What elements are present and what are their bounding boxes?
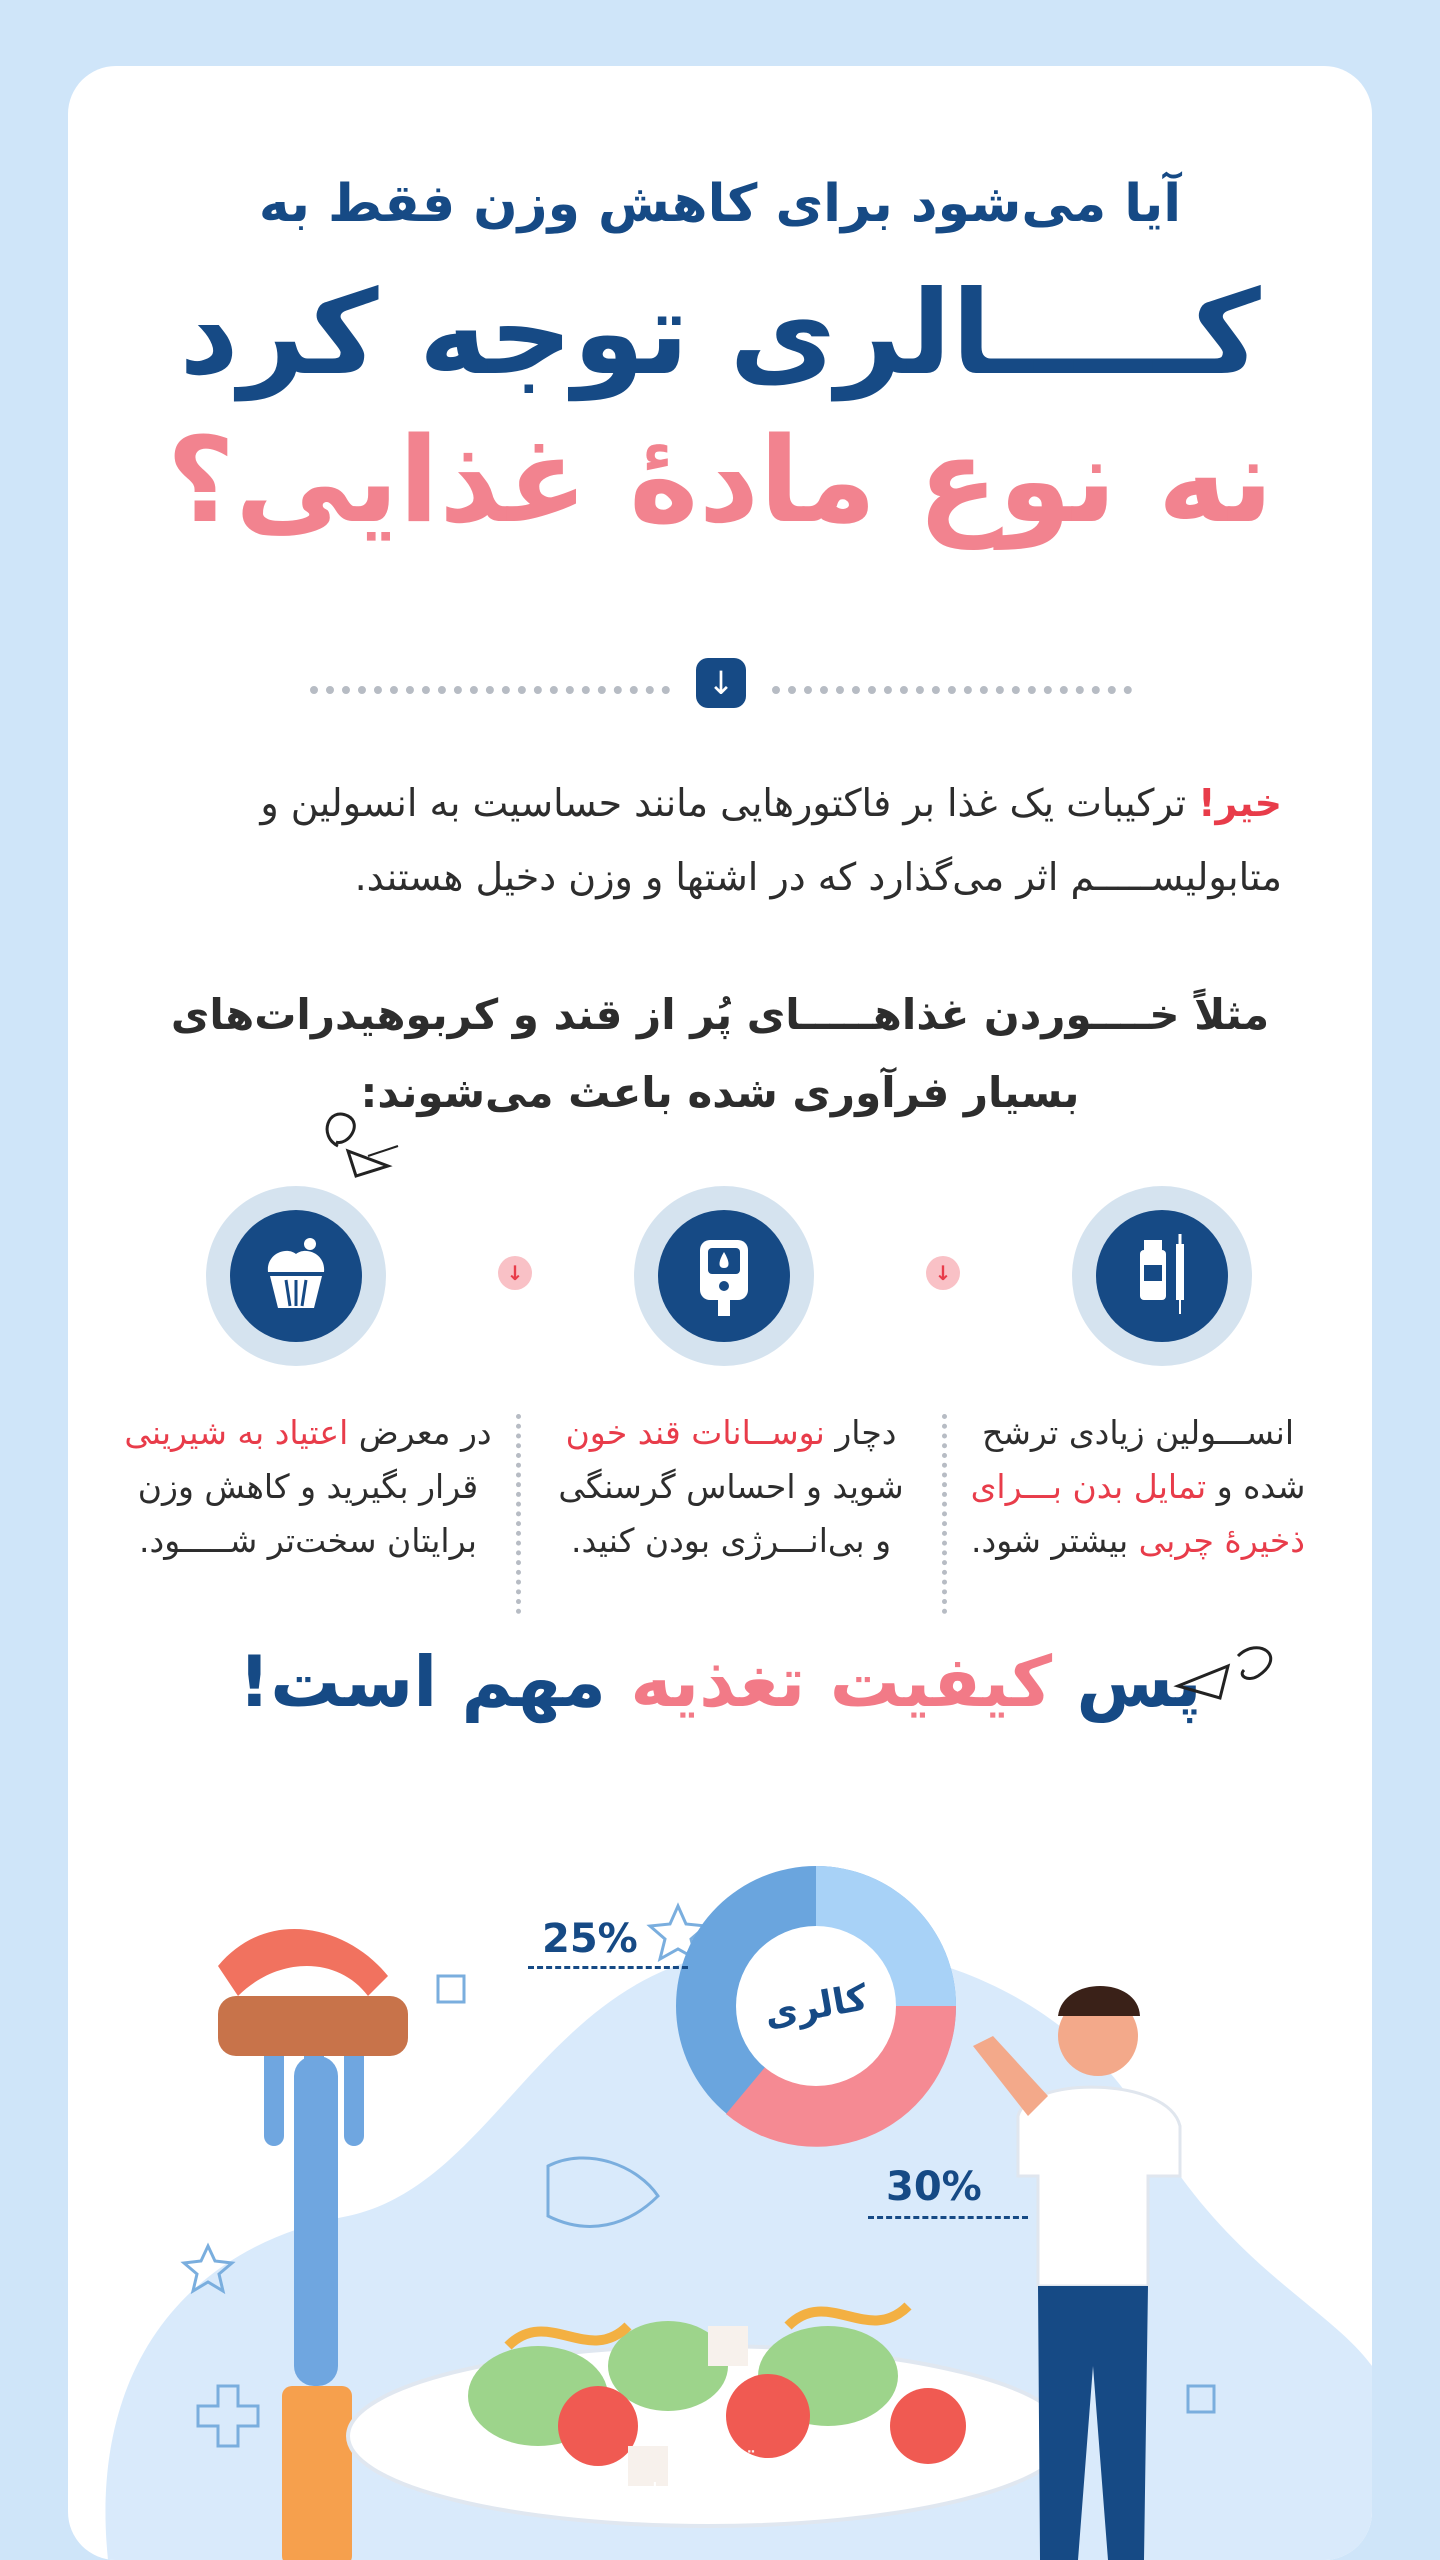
effect-insulin-pre: انســـولین زیادی ترشح شده و xyxy=(981,1413,1306,1506)
infographic-card xyxy=(68,66,1372,2560)
glucometer-icon xyxy=(658,1210,790,1342)
arrow-down-icon: ↓ xyxy=(696,658,746,708)
effect-blood-sugar-highlight: نوســانات قند خون xyxy=(565,1413,825,1452)
title-line-1: آیا می‌شود برای کاهش وزن فقط به xyxy=(258,174,1182,234)
leader-line xyxy=(868,2216,1028,2219)
effect-blood-sugar xyxy=(546,1406,916,1568)
cupcake-circle xyxy=(206,1186,386,1366)
effect-sugar-highlight: اعتیاد به شیرینی xyxy=(124,1413,349,1452)
arrow-down-small-icon: ↓ xyxy=(926,1256,960,1290)
donut-percent-left: 25% xyxy=(542,1916,638,1962)
answer-paragraph xyxy=(168,766,1282,914)
dotted-divider-right xyxy=(772,686,1132,694)
effect-sugar-pre: در معرض xyxy=(348,1413,492,1452)
arrow-down-small-icon: ↓ xyxy=(498,1256,532,1290)
conclusion-highlight: کیفیت تغذیه xyxy=(630,1641,1053,1723)
footer-brand: تبیان xyxy=(683,2438,757,2473)
leader-line xyxy=(528,1966,688,1969)
doodle-arrow-icon xyxy=(1158,1626,1288,1716)
glucometer-circle xyxy=(634,1186,814,1366)
doodle-arrow-icon xyxy=(308,1096,408,1186)
answer-lead: خیر! xyxy=(1198,781,1282,825)
insulin-circle xyxy=(1072,1186,1252,1366)
column-separator xyxy=(516,1414,521,1614)
cupcake-icon xyxy=(230,1210,362,1342)
effects-intro-line-2: بسیار فرآوری شده باعث می‌شوند: xyxy=(360,1068,1080,1117)
effect-insulin-highlight: تمایل بدن بـــرای ذخیرۀ چربی xyxy=(970,1467,1305,1560)
effect-blood-sugar-pre: دچار xyxy=(824,1413,897,1452)
conclusion-pre: پس xyxy=(1052,1641,1202,1723)
title-line-2: کـــــالری توجه کرد xyxy=(179,266,1261,401)
donut-label: کالری xyxy=(761,1977,871,2036)
donut-percent-right: 30% xyxy=(886,2164,982,2210)
dotted-divider-left xyxy=(310,686,670,694)
answer-text: ترکیبات یک غذا بر فاکتورهایی مانند حساسیت به انسولین و متابولیســـــم اثر می‌گذارد که در اشتها و وزن دخیل هستند. xyxy=(260,781,1282,899)
footer-handle: @TebyanOnline xyxy=(582,2480,858,2505)
effect-sugar-post: قرار بگیرید و کاهش وزن برایتان سخت‌تر شـــــود. xyxy=(137,1467,479,1560)
effect-insulin xyxy=(968,1406,1308,1568)
effect-insulin-post: بیشتر شود. xyxy=(971,1521,1139,1560)
effect-blood-sugar-post: شوید و احساس گرسنگی و بی‌انـــرژی بودن کنید. xyxy=(558,1467,904,1560)
effects-intro-line-1: مثلاً خــــوردن غذاهـــــای پُر از قند و کربوهیدرات‌های xyxy=(170,990,1270,1039)
insulin-vial-icon xyxy=(1096,1210,1228,1342)
column-separator xyxy=(942,1414,947,1614)
effect-sugar-addiction xyxy=(108,1406,508,1568)
conclusion-post: مهم است! xyxy=(238,1641,631,1723)
title-line-3: نه نوع مادۀ غذایی؟ xyxy=(166,411,1274,549)
